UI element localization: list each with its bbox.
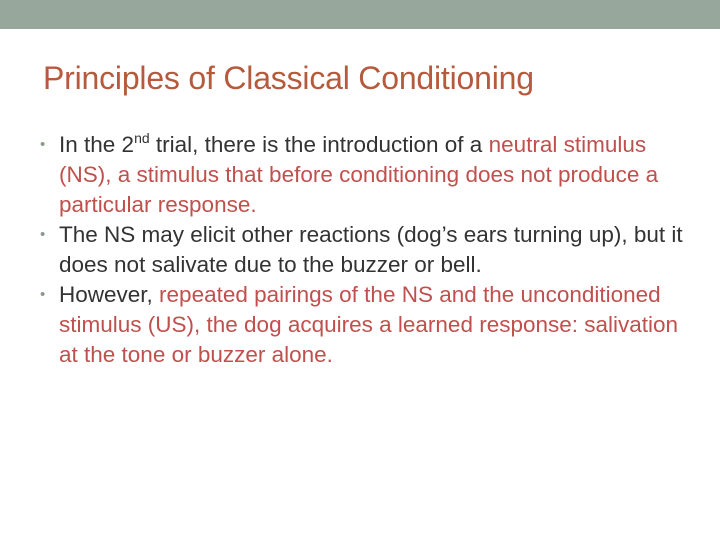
bullet-1-text-b: trial, there is the introduction of a (149, 132, 489, 157)
bullet-3-text-a: However, (59, 282, 160, 307)
bullet-dot-icon: • (40, 136, 46, 153)
bullet-item-3 (40, 280, 690, 370)
bullet-dot-icon: • (40, 286, 46, 303)
bullet-2-text: The NS may elicit other reactions (dog’s ears turning up), but it does not salivate due to the buzzer or bell. (59, 222, 683, 277)
bullet-list (40, 130, 690, 370)
bullet-dot-icon: • (40, 226, 46, 243)
bullet-1-highlight: neutral stimulus (NS), a stimulus that before conditioning does not produce a particular response. (59, 132, 659, 217)
bullet-item-1 (40, 130, 690, 220)
bullet-item-2 (40, 220, 690, 280)
bullet-1-superscript: nd (134, 129, 150, 146)
top-accent-bar (0, 0, 720, 29)
bullet-1-text-a: In the 2 (59, 132, 135, 157)
slide-title: Principles of Classical Conditioning (43, 60, 534, 96)
bullet-3-highlight: repeated pairings of the NS and the unconditioned stimulus (US), the dog acquires a learned response: salivation at the tone or buzzer alone. (59, 282, 679, 367)
